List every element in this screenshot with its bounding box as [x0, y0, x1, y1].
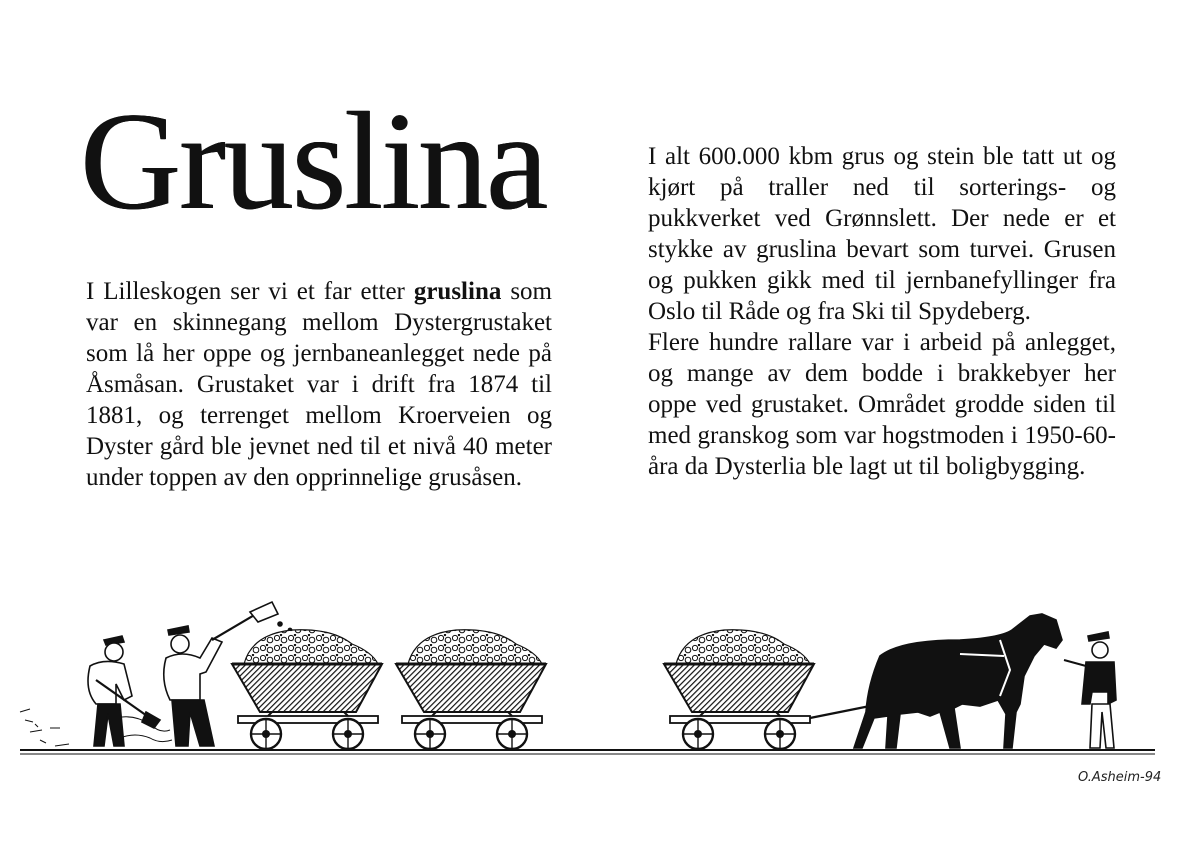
page-title: Gruslina	[80, 84, 547, 239]
left-paragraph-intro: I Lilleskogen ser vi et far etter	[86, 278, 414, 305]
right-paragraph-2: Flere hundre rallare var i arbeid på anlegget, og mange av dem bodde i brakkebyer her oppe ved grustaket. Området grodde siden til med granskog som var hogstmoden i 1950-60-åra da Dysterlia ble lagt ut til boligbygging.	[648, 329, 1116, 480]
rail-track-icon	[20, 750, 1155, 754]
wagon-icon	[664, 630, 814, 749]
right-paragraph-1: I alt 600.000 kbm grus og stein ble tatt ut og kjørt på traller ned til sorterings- og pukkverket ved Grønnslett. Der nede er et stykke av gruslina bevart som turvei. Grusen og pukken gikk med til jernbanefyllinger fra Oslo til Råde og fra Ski til Spydeberg.	[648, 143, 1116, 325]
illustration	[0, 600, 1200, 780]
signature: O.Asheim-94	[1078, 770, 1162, 785]
left-paragraph-rest: som var en skinnegang mellom Dystergrustaket som lå her oppe og jernbaneanlegget nede på Åsmåsan. Grustaket var i drift fra 1874 til 1881, og terrenget mellom Kroerveien og Dyster gård ble jevnet ned til et nivå 40 meter under toppen av den opprinnelige grusåsen.	[86, 278, 552, 491]
wagon-icon	[232, 630, 382, 749]
left-paragraph	[86, 276, 552, 493]
left-paragraph-bold: gruslina	[413, 278, 502, 305]
man-leading-horse-icon	[1064, 632, 1116, 748]
worker-shoveling-icon	[88, 636, 160, 746]
horse-icon	[854, 614, 1062, 748]
right-column	[648, 141, 1116, 482]
wagon-icon	[396, 630, 546, 749]
